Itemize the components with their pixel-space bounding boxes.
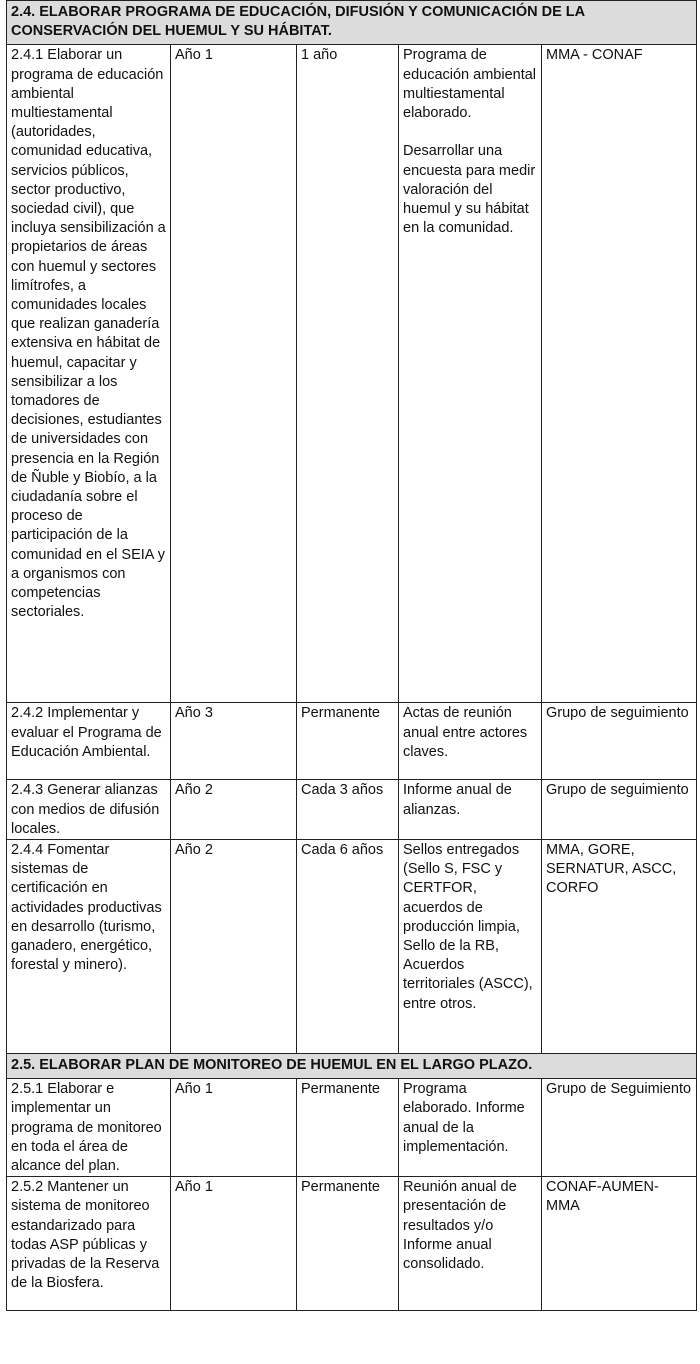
- indicator-cell: Actas de reunión anual entre actores claves.: [399, 703, 542, 780]
- duration-cell: Permanente: [297, 703, 399, 780]
- indicator-cell: Sellos entregados (Sello S, FSC y CERTFOR, acuerdos de producción limpia, Sello de la RB, Acuerdos territoriales (ASCC), entre otros.: [399, 840, 542, 1054]
- duration-cell: 1 año: [297, 45, 399, 703]
- indicator-cell: Programa de educación ambiental multiestamental elaborado. Desarrollar una encuesta para medir valoración del huemul y su hábitat en la comunidad.: [399, 45, 542, 703]
- action-cell: 2.5.1 Elaborar e implementar un programa de monitoreo en toda el área de alcance del plan.: [7, 1079, 171, 1177]
- start-cell: Año 2: [171, 780, 297, 840]
- section-header-row: [7, 1, 697, 45]
- duration-cell: Permanente: [297, 1079, 399, 1177]
- document-page: [6, 0, 696, 1311]
- indicator-cell: Reunión anual de presentación de resultados y/o Informe anual consolidado.: [399, 1177, 542, 1311]
- start-cell: Año 2: [171, 840, 297, 1054]
- responsible-cell: MMA - CONAF: [542, 45, 697, 703]
- action-plan-table: [6, 0, 697, 1311]
- section-title: 2.5. ELABORAR PLAN DE MONITOREO DE HUEMUL EN EL LARGO PLAZO.: [7, 1054, 697, 1079]
- start-cell: Año 1: [171, 1177, 297, 1311]
- responsible-cell: Grupo de seguimiento: [542, 780, 697, 840]
- responsible-cell: MMA, GORE, SERNATUR, ASCC, CORFO: [542, 840, 697, 1054]
- responsible-cell: Grupo de Seguimiento: [542, 1079, 697, 1177]
- duration-cell: Permanente: [297, 1177, 399, 1311]
- indicator-cell: Informe anual de alianzas.: [399, 780, 542, 840]
- section-header-row: [7, 1054, 697, 1079]
- table-row: [7, 1079, 697, 1177]
- responsible-cell: CONAF-AUMEN-MMA: [542, 1177, 697, 1311]
- indicator-cell: Programa elaborado. Informe anual de la implementación.: [399, 1079, 542, 1177]
- action-cell: 2.5.2 Mantener un sistema de monitoreo estandarizado para todas ASP públicas y privadas de la Reserva de la Biosfera.: [7, 1177, 171, 1311]
- table-row: [7, 780, 697, 840]
- start-cell: Año 1: [171, 45, 297, 703]
- table-row: [7, 45, 697, 703]
- duration-cell: Cada 6 años: [297, 840, 399, 1054]
- duration-cell: Cada 3 años: [297, 780, 399, 840]
- responsible-cell: Grupo de seguimiento: [542, 703, 697, 780]
- start-cell: Año 3: [171, 703, 297, 780]
- section-title: 2.4. ELABORAR PROGRAMA DE EDUCACIÓN, DIFUSIÓN Y COMUNICACIÓN DE LA CONSERVACIÓN DEL HUEMUL Y SU HÁBITAT.: [7, 1, 697, 45]
- table-row: [7, 703, 697, 780]
- action-cell: 2.4.1 Elaborar un programa de educación ambiental multiestamental (autoridades, comunidad educativa, servicios públicos, sector productivo, sociedad civil), que incluya sensibilización a propietarios de áreas con huemul y sectores limítrofes, a comunidades locales que realizan ganadería extensiva en hábitat de huemul, capacitar y sensibilizar a los tomadores de decisiones, estudiantes de universidades con presencia en la Región de Ñuble y Biobío, a la ciudadanía sobre el proceso de participación de la comunidad en el SEIA y a organismos con competencias sectoriales.: [7, 45, 171, 703]
- table-row: [7, 1177, 697, 1311]
- table-row: [7, 840, 697, 1054]
- action-cell: 2.4.2 Implementar y evaluar el Programa de Educación Ambiental.: [7, 703, 171, 780]
- start-cell: Año 1: [171, 1079, 297, 1177]
- action-cell: 2.4.3 Generar alianzas con medios de difusión locales.: [7, 780, 171, 840]
- action-cell: 2.4.4 Fomentar sistemas de certificación en actividades productivas en desarrollo (turismo, ganadero, energético, forestal y minero).: [7, 840, 171, 1054]
